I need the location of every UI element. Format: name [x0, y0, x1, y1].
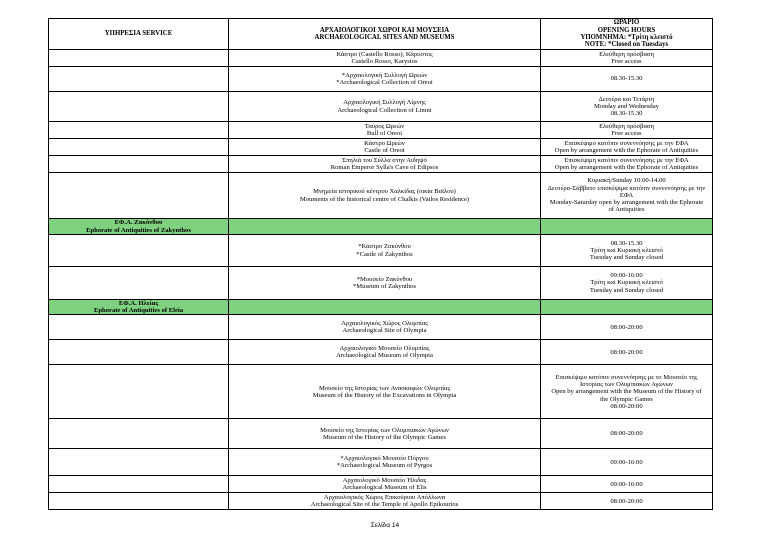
sites-cell: Κάστρο (Castello Rosso), Κάρυστος Castello Rosso, Karystos — [229, 50, 541, 67]
service-cell — [49, 476, 229, 493]
service-cell — [49, 173, 229, 219]
table-row — [49, 67, 713, 92]
hours-cell: Επισκέψιμο κατόπιν συνεννόησης με το Μουσείο της Ιστορίας των Ολυμπιακών Αγώνων Open by arrangement with the Museum of the History of the Olympic Games 08:00-20:00 — [541, 365, 713, 419]
table-row — [49, 139, 713, 156]
hours-cell: Κυριακή/Sunday 10.00-14.00 Δευτέρα-Σάββατο επισκέψιμα κατόπιν συνεννόησης με την ΕΦΑ Monday-Saturday open by arrangement with the Ephorate of Antiquities — [541, 173, 713, 219]
sites-cell: *Αρχαιολογικό Μουσείο Πύργου *Archaeological Museum of Pyrgos — [229, 449, 541, 476]
table-row — [49, 365, 713, 419]
service-cell — [49, 365, 229, 419]
table-row — [49, 419, 713, 449]
hours-cell: Επισκέψιμο κατόπιν συνεννόησης με την ΕΦΑ Open by arrangement with the Ephorate of Antiquities — [541, 139, 713, 156]
table-row — [49, 156, 713, 173]
service-cell — [49, 419, 229, 449]
hours-cell: 08:00-20:00 — [541, 419, 713, 449]
sites-cell: Μνημεία ιστορικού κέντρου Χαλκίδας (οικία Βαϊλου) Mouments of the historical centre of Chalkis (Vailos Residence) — [229, 173, 541, 219]
ephorate-band-eleia — [49, 300, 713, 315]
sites-cell: Αρχαιολογικός Χώρος Επικούριου Απόλλωνα Archaeological Site of the Temple of Apollo Epikourios — [229, 493, 541, 510]
hours-cell: Επισκέψιμη κατόπιν συνεννόησης με την ΕΦΑ Open by arrangement with the Ephorate of Antiquities — [541, 156, 713, 173]
header-sites: ΑΡΧΑΙΟΛΟΓΙΚΟΙ ΧΩΡΟΙ ΚΑΙ ΜΟΥΣΕΙΑ ARCHAEOLOGICAL SITES AND MUSEUMS — [229, 19, 541, 50]
sites-cell: *Μουσείο Ζακύνθου *Museum of Zakynthos — [229, 267, 541, 300]
table-row — [49, 235, 713, 267]
sites-cell: Σπηλιά του Σύλλα στην Αιδηψό Roman Emperor Sylla's Cave of Edipsos — [229, 156, 541, 173]
document-page — [48, 18, 712, 510]
sites-cell: *Αρχαιολογική Συλλογή Ωρεών *Archaeological Collection of Oreoi — [229, 67, 541, 92]
table-row — [49, 315, 713, 340]
table-row — [49, 340, 713, 365]
hours-cell: Ελεύθερη πρόσβαση Free access — [541, 122, 713, 139]
table-row — [49, 476, 713, 493]
ephorate-name: ΕΦ.Α. Ηλείας Ephorate of Antiquities of Eleia — [49, 300, 229, 315]
sites-cell: Αρχαιολογικό Μουσείο Ήλιδας Archaeological Museum of Elis — [229, 476, 541, 493]
sites-cell: Μουσείο της Ιστορίας των Ανασκαφών Ολυμπίας Museum of the History of the Excavations in Olympia — [229, 365, 541, 419]
table-row — [49, 267, 713, 300]
ephorate-name: ΕΦ.Α. Ζακύνθου Ephorate of Antiquities of Zakynthos — [49, 219, 229, 235]
hours-cell: 08:00-20:00 — [541, 340, 713, 365]
sites-cell: Αρχαιολογικό Μουσείο Ολυμπίας Archaeological Museum of Olympia — [229, 340, 541, 365]
hours-cell: Δευτέρα και Τετάρτη Monday and Wednesday 08.30-15.30 — [541, 92, 713, 122]
ephorate-band-zakynthos — [49, 219, 713, 235]
service-cell — [49, 122, 229, 139]
table-row — [49, 173, 713, 219]
sites-cell: Αρχαιολογικός Χώρος Ολυμπίας Archaeological Site of Olympia — [229, 315, 541, 340]
sites-cell: Κάστρο Ωρεών Castle of Oreoi — [229, 139, 541, 156]
service-cell — [49, 50, 229, 67]
service-cell — [49, 92, 229, 122]
table-row — [49, 493, 713, 510]
opening-hours-table — [48, 18, 713, 510]
hours-cell: 09:00-16:00 Τρίτη και Κυριακή κλειστό Tuesday and Sunday closed — [541, 267, 713, 300]
hours-cell: 08.30-15.30 Τρίτη και Κυριακή κλειστό Tuesday and Sunday closed — [541, 235, 713, 267]
table-row — [49, 92, 713, 122]
service-cell — [49, 67, 229, 92]
hours-cell: Ελεύθερη πρόσβαση Free access — [541, 50, 713, 67]
table-row — [49, 122, 713, 139]
sites-cell: Μουσείο της Ιστορίας των Ολυμπιακών Αγώνων Museum of the History of the Olympic Games — [229, 419, 541, 449]
hours-cell: 09:00-16:00 — [541, 476, 713, 493]
sites-cell: *Κάστρο Ζακύνθου *Castle of Zakynthos — [229, 235, 541, 267]
service-cell — [49, 449, 229, 476]
table-row — [49, 50, 713, 67]
table-row — [49, 449, 713, 476]
service-cell — [49, 340, 229, 365]
sites-cell: Αρχαιολογική Συλλογή Λίμνης Archaeological Collection of Limni — [229, 92, 541, 122]
hours-cell: 08:00-20:00 — [541, 493, 713, 510]
page-number: Σελίδα 14 — [370, 522, 400, 529]
service-cell — [49, 493, 229, 510]
sites-cell: Ταύρος Ωρεών Bull of Oreoi — [229, 122, 541, 139]
hours-cell: 08:00-20:00 — [541, 315, 713, 340]
service-cell — [49, 139, 229, 156]
table-header-row — [49, 19, 713, 50]
service-cell — [49, 267, 229, 300]
hours-cell: 09:00-16:00 — [541, 449, 713, 476]
service-cell — [49, 235, 229, 267]
service-cell — [49, 315, 229, 340]
service-cell — [49, 156, 229, 173]
hours-cell: 08.30-15.30 — [541, 67, 713, 92]
header-service: ΥΠΗΡΕΣΙΑ SERVICE — [49, 19, 229, 50]
header-hours: ΩΡΑΡΙΟ OPENING HOURS ΥΠΟΜΝΗΜΑ: *Τρίτη κλειστό NOTE: *Closed on Tuesdays — [541, 19, 713, 50]
